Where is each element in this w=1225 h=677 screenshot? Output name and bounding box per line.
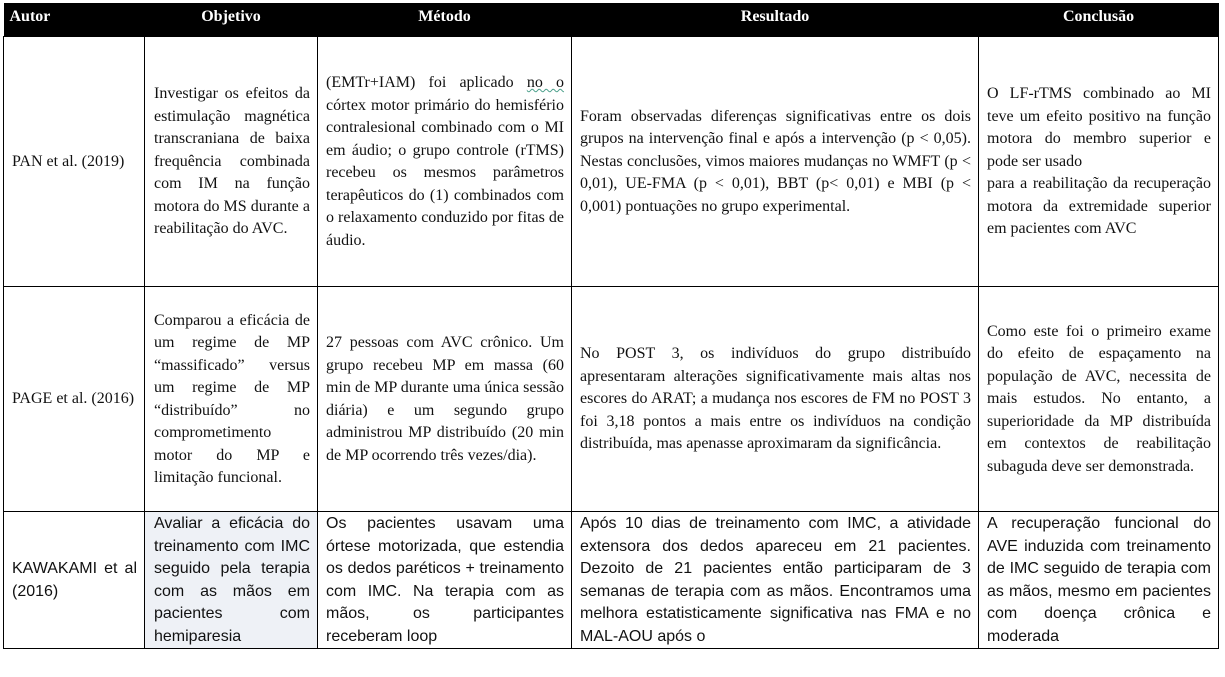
table-row <box>4 287 1219 512</box>
cell-conclusao: Como este foi o primeiro exame do efeito de espaçamento na população de AVC, necessita de mais estudos. No entanto, a superioridade da MP distribuída em contextos de reabilitação subaguda deve ser demonstrada. <box>979 287 1219 512</box>
header-resultado: Resultado <box>572 3 979 37</box>
cell-resultado: Foram observadas diferenças significativas entre os dois grupos na intervenção final e após a intervenção (p < 0,05). Nestas conclusões, vimos maiores mudanças no WMFT (p < 0,01), UE-FMA (p < 0,01), BBT (p< 0,01) e MBI (p < 0,001) pontuações no grupo experimental. <box>572 37 979 287</box>
literature-review-table <box>3 3 1219 649</box>
cell-conclusao <box>979 37 1219 287</box>
table-header-row <box>4 3 1219 37</box>
conclusao-paragraph-1: O LF-rTMS combinado ao MI teve um efeito positivo na função motora do membro superior e pode ser usado <box>987 85 1211 170</box>
header-metodo: Método <box>318 3 572 37</box>
cell-resultado: No POST 3, os indivíduos do grupo distribuído apresentaram alterações significativamente mais altas nos escores do ARAT; a mudança nos escores de FM no POST 3 foi 3,18 pontos a mais entre os indivíduos na condição distribuída, mas apenasse aproximaram da significância. <box>572 287 979 512</box>
cell-conclusao: A recuperação funcional do AVE induzida com treinamento de IMC seguido de terapia com as mãos, mesmo em pacientes com doença crônica e moderada <box>979 512 1219 649</box>
metodo-text-end: córtex motor primário do hemisfério contralesional combinado com o MI em áudio; o grupo controle (rTMS) recebeu os mesmos parâmetros terapêuticos do (1) combinados com o relaxamento conduzido por fitas de áudio. <box>326 96 564 249</box>
cell-metodo: Os pacientes usavam uma órtese motorizada, que estendia os dedos paréticos + treinamento com IMC. Na terapia com as mãos, os participantes receberam loop <box>318 512 572 649</box>
metodo-text-start: (EMTr+IAM) foi aplicado <box>326 74 527 91</box>
cell-objetivo: Investigar os efeitos da estimulação magnética transcraniana de baixa frequência combinada com IM na função motora do MS durante a reabilitação do AVC. <box>145 37 318 287</box>
header-objetivo: Objetivo <box>145 3 318 37</box>
cell-objetivo: Comparou a eficácia de um regime de MP “massificado” versus um regime de MP “distribuído” no comprometimento motor do MP e limitação funcional. <box>145 287 318 512</box>
table-row <box>4 37 1219 287</box>
header-autor: Autor <box>4 3 145 37</box>
cell-metodo <box>318 37 572 287</box>
cell-autor: KAWAKAMI et al (2016) <box>4 512 145 649</box>
header-conclusao: Conclusão <box>979 3 1219 37</box>
grammar-flag-underline: no o <box>526 74 565 91</box>
table-row <box>4 512 1219 649</box>
cell-objetivo: Avaliar a eficácia do treinamento com IMC seguido pela terapia com as mãos em pacientes com hemiparesia <box>145 512 318 649</box>
cell-metodo: 27 pessoas com AVC crônico. Um grupo recebeu MP em massa (60 min de MP durante uma única sessão diária) e um segundo grupo administrou MP distribuído (20 min de MP ocorrendo três vezes/dia). <box>318 287 572 512</box>
cell-autor: PAN et al. (2019) <box>4 37 145 287</box>
conclusao-paragraph-2: para a reabilitação da recuperação motora da extremidade superior em pacientes com AVC <box>987 175 1211 238</box>
cell-autor: PAGE et al. (2016) <box>4 287 145 512</box>
cell-resultado: Após 10 dias de treinamento com IMC, a atividade extensora dos dedos apareceu em 21 pacientes. Dezoito de 21 pacientes então participaram de 3 semanas de terapia com as mãos. Encontramos uma melhora estatisticamente significativa nas FMA e no MAL-AOU após o <box>572 512 979 649</box>
